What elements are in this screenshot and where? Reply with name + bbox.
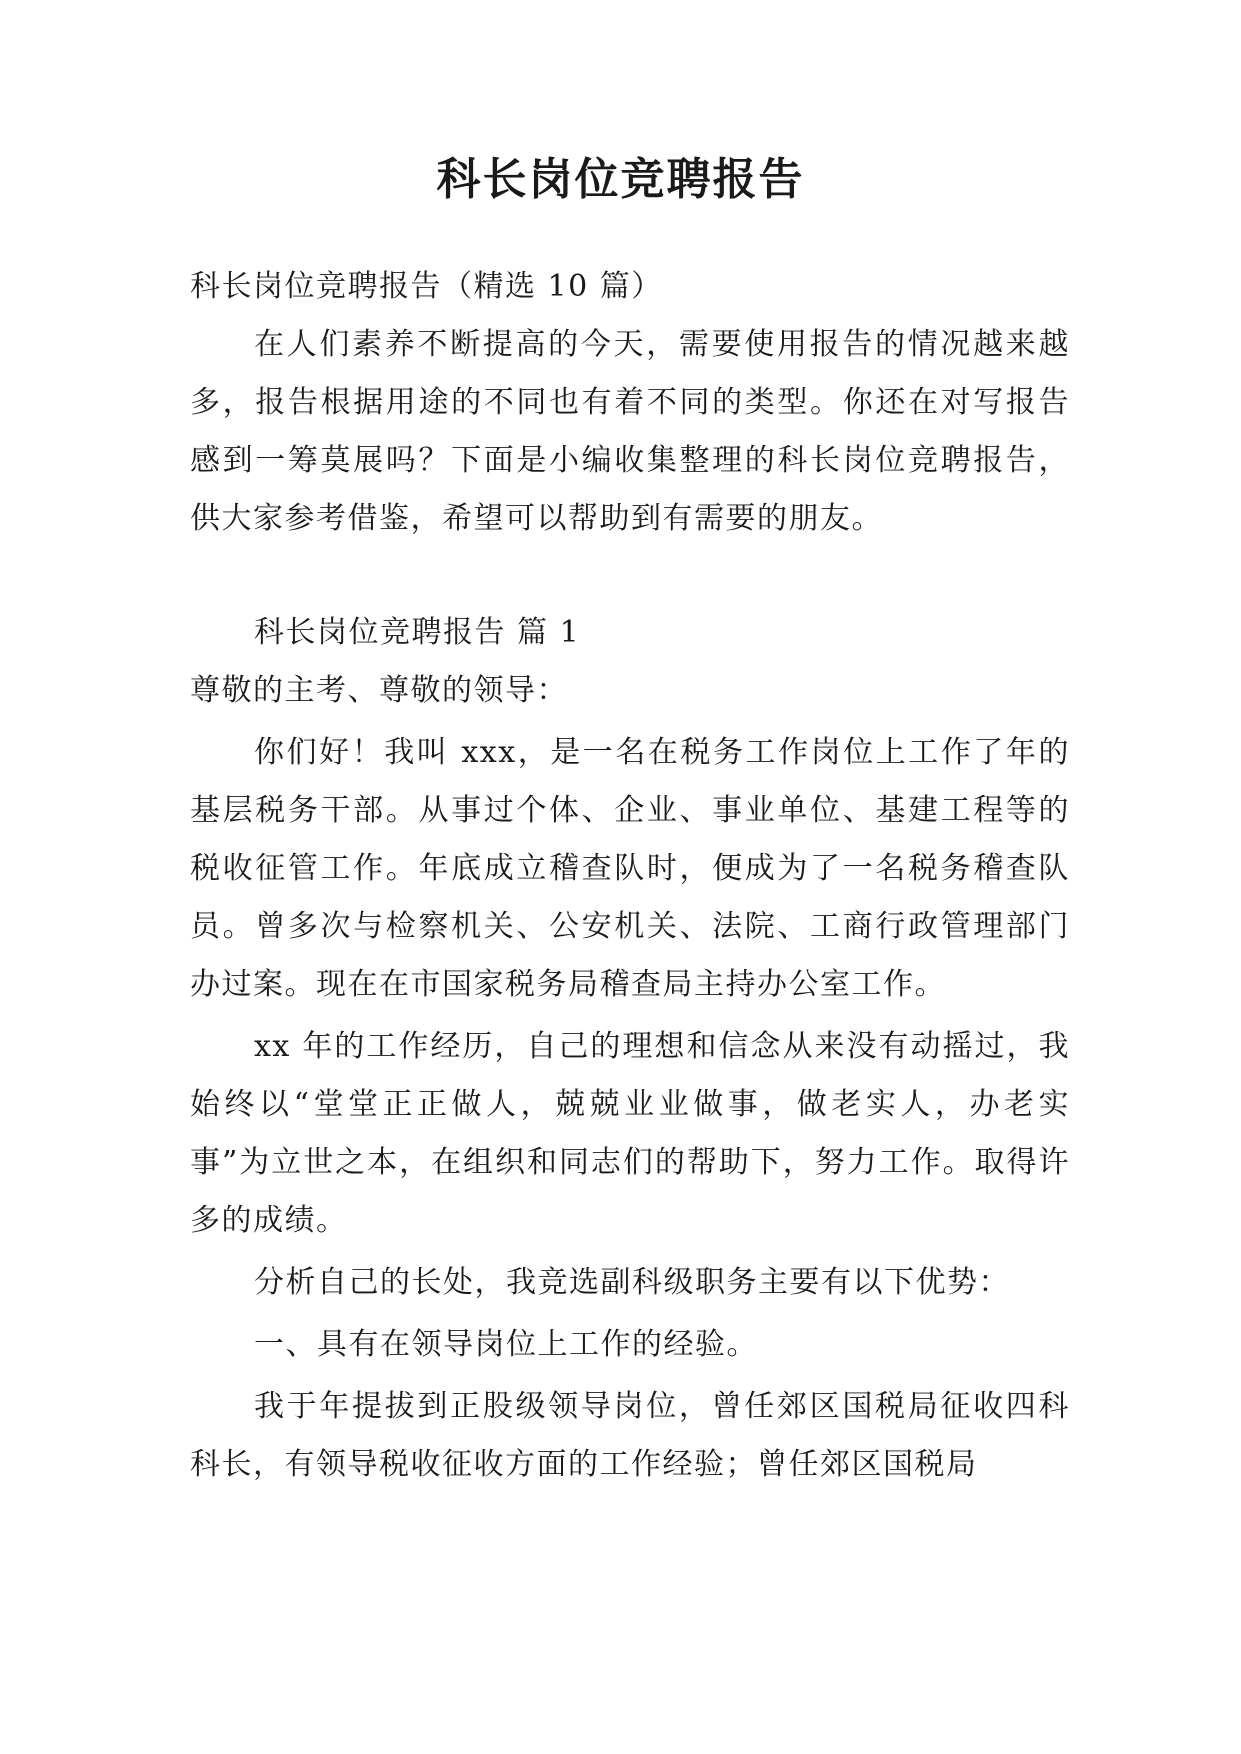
body-paragraph: xx 年的工作经历，自己的理想和信念从来没有动摇过，我始终以“堂堂正正做人，兢兢业业做事，做老实人，办老实事”为立世之本，在组织和同志们的帮助下，努力工作。取得许多的成绩。 [190,1029,1070,1238]
document-subtitle: 科长岗位竞聘报告（精选 10 篇） [190,269,663,304]
body-paragraph: 分析自己的长处，我竞选副科级职务主要有以下优势： [254,1265,1010,1300]
body-paragraph: 一、具有在领导岗位上工作的经验。 [254,1327,758,1362]
section-heading: 科长岗位竞聘报告 篇 1 [254,615,581,650]
body-paragraph: 你们好！我叫 xxx，是一名在税务工作岗位上工作了年的基层税务干部。从事过个体、企业、事业单位、基建工程等的税收征管工作。年底成立稽查队时，便成为了一名税务稽查队员。曾多次与检察机关、公安机关、法院、工商行政管理部门办过案。现在在市国家税务局稽查局主持办公室工作。 [190,735,1070,1002]
salutation: 尊敬的主考、尊敬的领导： [190,673,568,708]
document-body [190,258,1070,1494]
intro-paragraph: 在人们素养不断提高的今天，需要使用报告的情况越来越多，报告根据用途的不同也有着不同的类型。你还在对写报告感到一筹莫展吗？下面是小编收集整理的科长岗位竞聘报告，供大家参考借鉴，希望可以帮助到有需要的朋友。 [190,327,1070,536]
document-title: 科长岗位竞聘报告 [436,154,805,205]
body-paragraph: 我于年提拔到正股级领导岗位，曾任郊区国税局征收四科科长，有领导税收征收方面的工作经验；曾任郊区国税局 [190,1389,1070,1482]
